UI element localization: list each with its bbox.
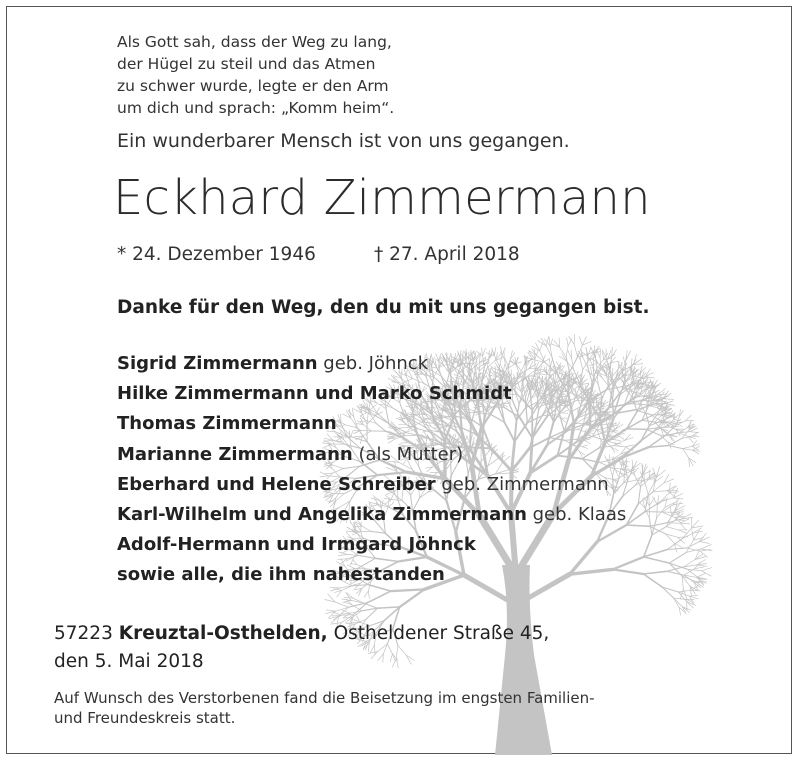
mourners-list (117, 349, 626, 591)
thanks-text: Danke für den Weg, den du mit uns gegangen bist. (117, 297, 650, 318)
mourner-name: Adolf-Hermann und Irmgard Jöhnck (117, 534, 476, 556)
mourner-name: Marianne Zimmermann (117, 443, 353, 465)
date-line: den 5. Mai 2018 (54, 651, 204, 672)
mourner-name: Eberhard und Helene Schreiber (117, 473, 436, 495)
mourner-row (117, 560, 626, 590)
postcode: 57223 (54, 623, 113, 644)
mourner-row (117, 470, 626, 500)
mourner-name: Hilke Zimmermann und Marko Schmidt (117, 383, 512, 405)
poem-line: Als Gott sah, dass der Weg zu lang, (117, 33, 392, 51)
final-note-line: und Freundeskreis statt. (54, 709, 236, 727)
address-block (54, 620, 549, 676)
poem-line: zu schwer wurde, legte er den Arm (117, 77, 389, 95)
poem-line: der Hügel zu steil und das Atmen (117, 55, 376, 73)
city: Kreuztal-Osthelden, (118, 623, 328, 644)
intro-text: Ein wunderbarer Mensch ist von uns gegangen. (117, 130, 570, 152)
mourner-row (117, 379, 626, 409)
address-line (54, 620, 549, 648)
mourner-note: geb. Zimmermann (435, 473, 609, 495)
mourner-row (117, 409, 626, 439)
mourner-name: Karl-Wilhelm und Angelika Zimmermann (117, 503, 527, 525)
birth-date: * 24. Dezember 1946 (117, 244, 316, 265)
mourner-row (117, 440, 626, 470)
final-note-line: Auf Wunsch des Verstorbenen fand die Beisetzung im engsten Familien- (54, 689, 595, 707)
final-note (54, 688, 595, 728)
mourner-note: geb. Klaas (526, 503, 627, 525)
mourner-note: geb. Jöhnck (317, 353, 429, 374)
mourner-note: (als Mutter) (352, 443, 464, 465)
street: Ostheldener Straße 45, (333, 623, 550, 644)
mourner-name: Thomas Zimmermann (117, 413, 337, 435)
mourner-name: sowie alle, die ihm nahestanden (117, 564, 445, 586)
deceased-name: Eckhard Zimmermann (113, 170, 651, 226)
mourner-row (117, 530, 626, 560)
poem-line: um dich und sprach: „Komm heim“. (117, 99, 395, 117)
death-date: † 27. April 2018 (374, 244, 520, 265)
poem (117, 31, 394, 119)
mourner-row (117, 349, 626, 379)
mourner-name: Sigrid Zimmermann (117, 353, 318, 374)
mourner-row (117, 500, 626, 530)
